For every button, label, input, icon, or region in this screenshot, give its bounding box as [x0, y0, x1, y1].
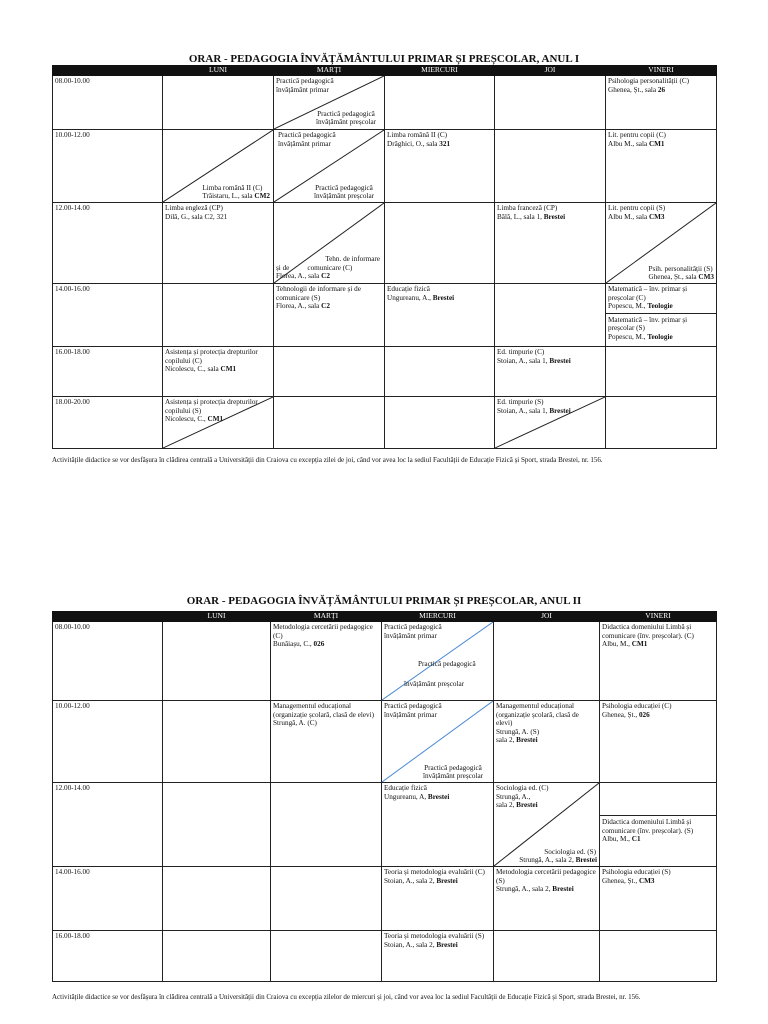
cell-empty: [163, 701, 271, 783]
cell-course: [274, 284, 385, 347]
cell-empty: [495, 284, 606, 347]
course-name: Matematică – înv. primar și preșcolar (S): [606, 313, 716, 333]
course-teacher: Drăghici, O., sala 321: [387, 139, 451, 148]
course-name: Limba română II (C): [387, 131, 448, 139]
cell-course: [600, 783, 717, 867]
course-teacher: Popescu, M., Teologie: [608, 302, 673, 311]
time-slot: 16.00-18.00: [53, 347, 163, 397]
schedule-table-year-2: [52, 611, 717, 982]
table-row: [53, 76, 717, 130]
course-name: Asistența și protecția drepturilor copilului (C): [165, 348, 258, 365]
cell-empty: [271, 783, 382, 867]
cell-text-top: Practică pedagogică învățământ primar: [276, 77, 334, 94]
course-teacher: Ghenea, Șt., sala 26: [608, 85, 666, 94]
table-row: [53, 397, 717, 449]
schedule-title-year-1: ORAR - PEDAGOGIA ÎNVĂȚĂMÂNTULUI PRIMAR ȘI PREȘCOLAR, ANUL I: [188, 53, 580, 65]
cell-text-top: Practică pedagogică învățământ primar: [278, 131, 336, 148]
cell-course: [600, 867, 717, 931]
time-slot: 12.00-14.00: [53, 203, 163, 284]
cell-split: [274, 76, 385, 130]
course-teacher: Stoian, A., sala 1, Brestei: [497, 356, 571, 365]
course-name: Lit. pentru copii (C): [608, 131, 666, 139]
header-time: [53, 612, 163, 622]
footnote-year-2: Activitățile didactice se vor desfășura în clădirea centrală a Universității din Craiova cu excepția zilelor de miercuri și joi, când vor avea loc la sediul Facultății de Educație Fizică și Sport, strada Brestei, nr. 156.: [52, 993, 641, 1001]
course-teacher: Strungă, A., sala 2, Brestei: [496, 885, 574, 894]
cell-empty: [494, 622, 600, 701]
header-day: MIERCURI: [385, 66, 495, 76]
course-teacher: Albu, M., C1: [602, 835, 641, 844]
table-row: [53, 867, 717, 931]
course-name: Ed. timpurie (C): [497, 348, 545, 356]
course-teacher: Bunăiașu, C., 026: [273, 640, 325, 649]
cell-course: [600, 701, 717, 783]
cell-text-bottom: Tehn. de informare și de comunicare (C) Florea, A., sala C2: [276, 255, 380, 281]
cell-empty: [163, 284, 274, 347]
cell-split: [606, 203, 717, 284]
course-teacher: Dilă, G., sala C2, 321: [165, 212, 228, 221]
course-teacher: Strungă, A. (C): [273, 719, 317, 728]
table-row: [53, 783, 717, 867]
cell-split: [163, 130, 274, 203]
cell-course: [382, 867, 494, 931]
table-row: [53, 701, 717, 783]
cell-split: [382, 701, 494, 783]
course-name: Didactica domeniului Limbă și comunicare (înv. preșcolar). (C): [602, 623, 694, 640]
cell-empty: [163, 783, 271, 867]
cell-course: [385, 130, 495, 203]
time-slot: 14.00-16.00: [53, 284, 163, 347]
course-name: Limba franceză (CP): [497, 204, 558, 212]
time-slot: 18.00-20.00: [53, 397, 163, 449]
cell-empty: [385, 76, 495, 130]
cell-course: [606, 130, 717, 203]
course-name: Managementul educațional (organizație școlară, clasă de elevi): [273, 702, 375, 719]
cell-empty: [163, 76, 274, 130]
table-row: [53, 622, 717, 701]
table-row: [53, 130, 717, 203]
cell-split: [494, 783, 600, 867]
course-teacher: Stoian, A., sala 2, Brestei: [384, 940, 458, 949]
cell-text-bottom: Sociologia ed. (S) Strungă, A., sala 2, Brestei: [519, 847, 597, 865]
course-name: Educație fizică: [387, 285, 430, 293]
time-slot: 08.00-10.00: [53, 622, 163, 701]
cell-empty: [385, 397, 495, 449]
cell-course: [382, 931, 494, 982]
course-teacher: Florea, A., sala C2: [276, 302, 330, 311]
cell-split: [163, 397, 274, 449]
cell-empty: [385, 347, 495, 397]
course-teacher: Bălă, L., sala 1, Brestei: [497, 212, 566, 221]
course-name: Educație fizică: [384, 784, 427, 792]
header-day: VINERI: [600, 612, 717, 622]
table-row: [53, 931, 717, 982]
header-day: LUNI: [163, 612, 271, 622]
cell-split: [274, 203, 385, 284]
course-teacher: Strungă, A. (S): [496, 727, 540, 736]
course-name: Teoria și metodologia evaluării (S): [384, 932, 485, 940]
table-header-row: [53, 612, 717, 622]
cell-text-top: Sociologia ed. (C) Strungă, A., sala 2, Brestei: [496, 784, 549, 810]
time-slot: 08.00-10.00: [53, 76, 163, 130]
cell-text-bottom: Practică pedagogică învățământ preșcolar: [313, 183, 375, 201]
header-day: LUNI: [163, 66, 274, 76]
footnote-year-1: Activitățile didactice se vor desfășura în clădirea centrală a Universității din Craiova cu excepția zilei de joi, când vor avea loc la sediul Facultății de Educație Fizică și Sport, strada Brestei, nr. 156.: [52, 456, 603, 464]
table-row: [53, 284, 717, 347]
cell-course: [606, 284, 717, 347]
header-day: JOI: [495, 66, 606, 76]
course-teacher: Nicolescu, C., sala CM1: [165, 365, 237, 374]
cell-text-bottom: Psih. personalității (S) Ghenea, Șt., sala CM3: [648, 264, 714, 282]
cell-course: [385, 284, 495, 347]
schedule-title-year-2: ORAR - PEDAGOGIA ÎNVĂȚĂMÂNTULUI PRIMAR ȘI PREȘCOLAR, ANUL II: [186, 595, 582, 607]
cell-empty: [385, 203, 495, 284]
cell-empty: [271, 931, 382, 982]
schedule-table-year-1: [52, 65, 717, 449]
table-row: [53, 203, 717, 284]
course-teacher: Ghenea, Șt., 026: [602, 710, 650, 719]
header-time: [53, 66, 163, 76]
time-slot: 16.00-18.00: [53, 931, 163, 982]
cell-course: [495, 347, 606, 397]
course-teacher: Ghenea, Șt., CM3: [602, 876, 655, 885]
course-name: Didactica domeniului Limbă și comunicare (înv. preșcolar). (S): [602, 818, 694, 835]
cell-text-top: Practică pedagogică învățământ primar: [384, 623, 442, 640]
cell-text-top: Ed. timpurie (S) Stoian, A., sala 1, Brestei: [497, 398, 571, 415]
time-slot: 10.00-12.00: [53, 130, 163, 203]
cell-course: [163, 347, 274, 397]
cell-course: [494, 867, 600, 931]
cell-empty: [163, 931, 271, 982]
cell-text-bottom: Practică pedagogică învățământ preșcolar: [315, 109, 377, 127]
course-name: Tehnologii de informare și de comunicare (S): [276, 285, 361, 302]
cell-course: [494, 701, 600, 783]
header-day: JOI: [494, 612, 600, 622]
course-teacher: Popescu, M., Teologie: [608, 332, 673, 341]
time-slot: 10.00-12.00: [53, 701, 163, 783]
course-name: Teoria și metodologia evaluării (C): [384, 868, 485, 876]
course-name: Metodologia cercetării pedagogice (C): [273, 623, 373, 640]
cell-text-top: Lit. pentru copii (S) Albu M., sala CM3: [608, 204, 666, 221]
cell-empty: [495, 76, 606, 130]
course-name: Metodologia cercetării pedagogice (S): [496, 868, 596, 885]
cell-text-bottom: învățământ preșcolar: [404, 680, 465, 688]
course-teacher: Ungureanu, A, Brestei: [384, 792, 450, 801]
cell-course: [495, 203, 606, 284]
cell-course: [382, 783, 494, 867]
cell-course: [271, 701, 382, 783]
cell-empty: [271, 867, 382, 931]
cell-text-bottom: Limba română II (C) Trăistaru, L., sala CM2: [202, 183, 270, 201]
course-teacher: Stoian, A., sala 2, Brestei: [384, 876, 458, 885]
course-room: sala 2, Brestei: [496, 736, 538, 745]
cell-text-bottom: [600, 815, 716, 844]
header-day: MIERCURI: [382, 612, 494, 622]
cell-course: [163, 203, 274, 284]
cell-empty: [274, 347, 385, 397]
header-day: MARȚI: [274, 66, 385, 76]
cell-empty: [163, 867, 271, 931]
course-teacher: Albu, M., CM1: [602, 640, 648, 649]
course-name: Psihologia personalității (C): [608, 77, 690, 85]
cell-empty: [274, 397, 385, 449]
cell-text-top: Practică pedagogică învățământ primar: [384, 702, 442, 719]
table-row: [53, 347, 717, 397]
cell-text-top: Asistența și protecția drepturilor copilului (S) Nicolescu, C., CM1: [165, 398, 258, 424]
cell-text-bottom: Practică pedagogică învățământ preșcolar: [422, 763, 484, 781]
time-slot: 12.00-14.00: [53, 783, 163, 867]
course-name: Psihologia educației (C): [602, 702, 672, 710]
cell-empty: [163, 622, 271, 701]
cell-split: [495, 397, 606, 449]
table-header-row: [53, 66, 717, 76]
cell-split: [274, 130, 385, 203]
header-day: VINERI: [606, 66, 717, 76]
course-teacher: Ungureanu, A., Brestei: [387, 293, 455, 302]
cell-empty: [600, 931, 717, 982]
cell-course: [606, 76, 717, 130]
cell-course: [271, 622, 382, 701]
cell-text-bottom: Practică pedagogică: [418, 660, 476, 668]
header-day: MARȚI: [271, 612, 382, 622]
cell-empty: [494, 931, 600, 982]
cell-empty: [606, 397, 717, 449]
course-name: Managementul educațional (organizație școlară, clasă de elevi): [496, 702, 579, 728]
cell-empty: [495, 130, 606, 203]
cell-course: [600, 622, 717, 701]
course-name: Matematică – înv. primar și preșcolar (C): [608, 285, 688, 302]
cell-split: [382, 622, 494, 701]
course-teacher: Albu M., sala CM1: [608, 139, 665, 148]
course-name: Limba engleză (CP): [165, 204, 223, 212]
course-name: Psihologia educației (S): [602, 868, 671, 876]
time-slot: 14.00-16.00: [53, 867, 163, 931]
cell-empty: [606, 347, 717, 397]
